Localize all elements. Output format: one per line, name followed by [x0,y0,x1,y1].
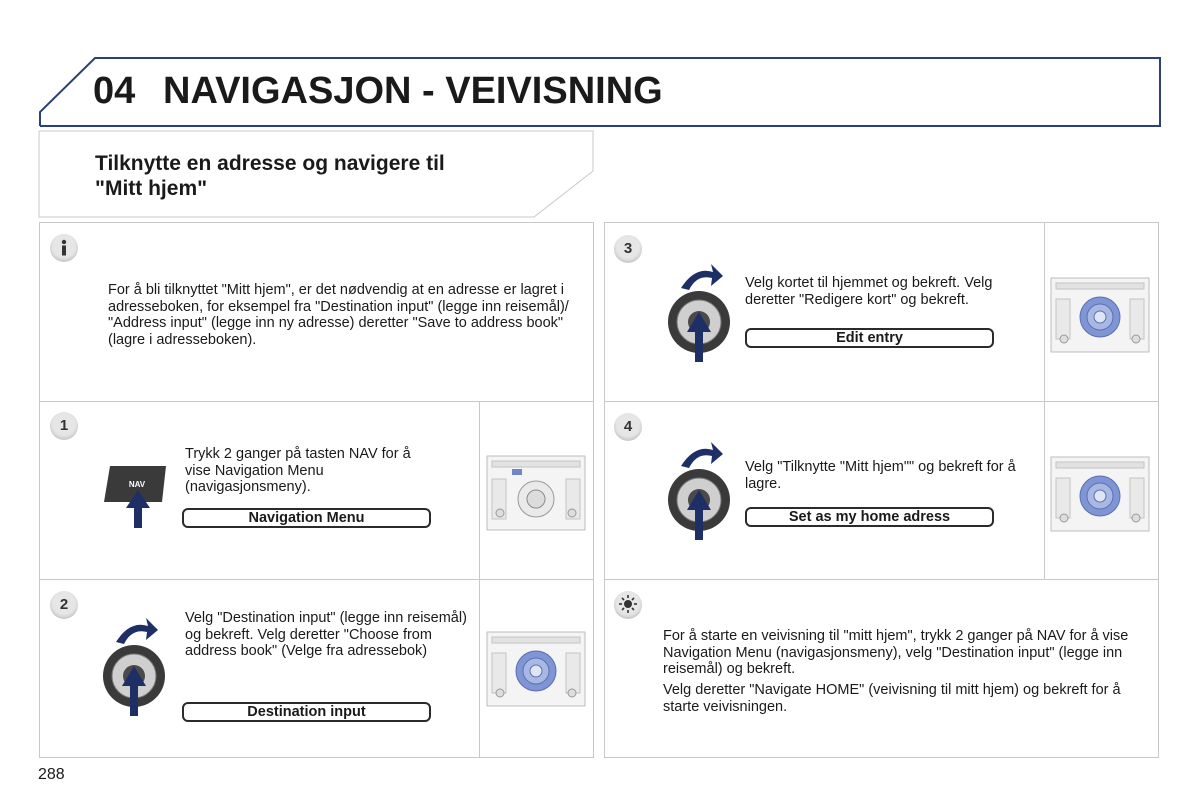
divider [604,579,1159,580]
divider [604,401,1159,402]
lightbulb-icon [614,591,642,619]
tip-paragraph-1: For å starte en veivisning til "mitt hjem", trykk 2 ganger på NAV for å vise Navigation Menu (navigasjonsmeny), velg "Destination input" (legge inn reisemål) og bekreft. [663,628,1129,677]
step-3-text: Velg kortet til hjemmet og bekreft. Velg deretter "Redigere kort" og bekreft. [745,275,993,308]
navigation-menu-button: Navigation Menu [182,508,431,528]
step-badge-2: 2 [50,591,78,619]
radio-device-image [1050,456,1150,532]
divider [479,401,480,758]
radio-device-image [486,631,586,707]
section-title-line2: "Mitt hjem" [95,177,208,200]
step-4-text: Velg "Tilknytte "Mitt hjem"" og bekreft for å lagre. [745,459,1016,492]
radio-device-image [1050,277,1150,353]
rotary-knob-icon [665,436,737,548]
page-number: 288 [38,766,65,783]
nav-key-label: NAV [128,480,146,489]
step-1-text: Trykk 2 ganger på tasten NAV for å vise Navigation Menu (navigasjonsmeny). [185,446,411,495]
destination-input-button: Destination input [182,702,431,722]
tip-paragraph-2: Velg deretter "Navigate HOME" (veivisning til mitt hjem) og bekreft for å starte veivisningen. [663,682,1121,715]
chapter-title: NAVIGASJON - VEIVISNING [163,70,663,112]
rotary-knob-icon [100,612,172,724]
rotary-knob-icon [665,258,737,370]
info-text: For å bli tilknyttet "Mitt hjem", er det nødvendig at en adresse er lagret i adresseboken, for eksempel fra "Destination input" (legge inn reisemål)/ "Address input" (legge inn ny adresse) deretter "Save to address book" (lagre i adresseboken). [108,282,569,348]
section-title-line1: Tilknytte en adresse og navigere til [95,152,445,175]
chapter-number: 04 [93,70,136,112]
nav-key-icon [100,460,172,532]
radio-device-image [486,455,586,531]
step-badge-4: 4 [614,413,642,441]
edit-entry-button: Edit entry [745,328,994,348]
section-title [95,151,535,201]
divider [39,401,594,402]
step-badge-3: 3 [614,235,642,263]
divider [1044,222,1045,579]
step-2-text: Velg "Destination input" (legge inn reisemål) og bekreft. Velg deretter "Choose from address book" (Velge fra adressebok) [185,610,467,659]
step-badge-1: 1 [50,412,78,440]
info-icon [50,234,78,262]
set-as-my-home-address-button: Set as my home adress [745,507,994,527]
divider [39,579,594,580]
